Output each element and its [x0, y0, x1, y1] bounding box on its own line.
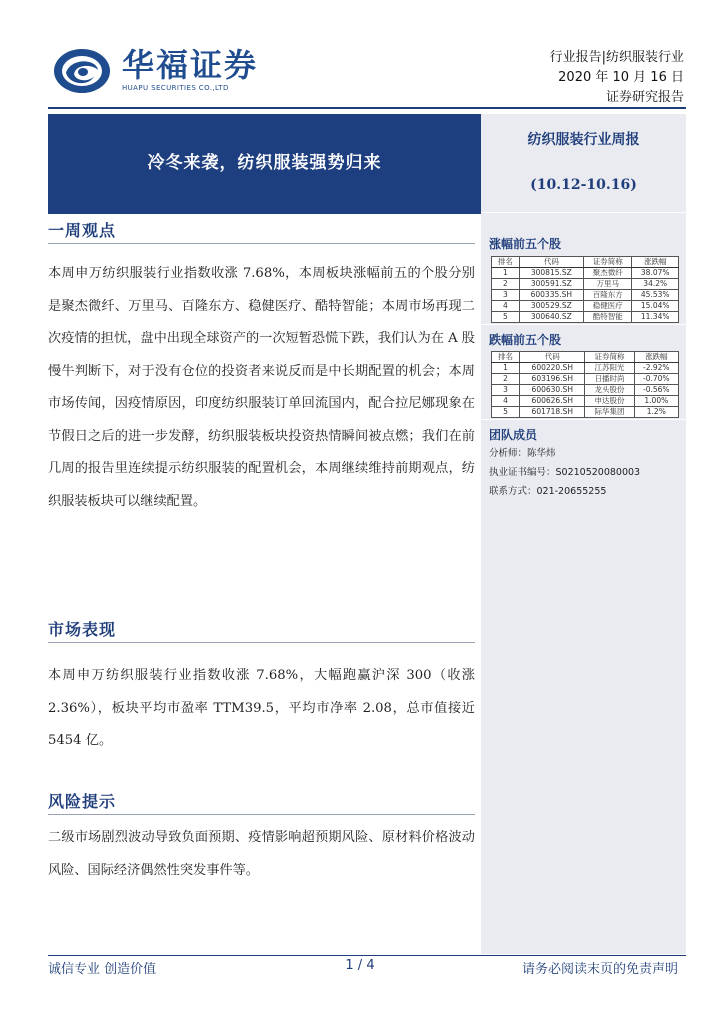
cell-rank: 3: [492, 385, 520, 396]
cell-change: 34.2%: [632, 279, 679, 290]
section-rule: [48, 642, 475, 643]
cell-name: 万里马: [583, 279, 631, 290]
report-category: 行业报告|纺织服装行业: [549, 50, 684, 65]
cell-rank: 4: [492, 301, 520, 312]
cell-change: -0.56%: [634, 385, 678, 396]
table-row: [492, 385, 679, 396]
table-header: 涨跌幅: [632, 257, 679, 268]
table-header: 证券简称: [585, 352, 634, 363]
section-title-risk: 风险提示: [48, 792, 117, 811]
cell-code: 600335.SH: [519, 290, 583, 301]
cell-name: 酷特智能: [583, 312, 631, 323]
cell-code: 600220.SH: [520, 363, 585, 374]
section-rule: [48, 243, 475, 244]
cell-rank: 5: [492, 407, 520, 418]
cell-change: -2.92%: [634, 363, 678, 374]
cell-name: 际华集团: [585, 407, 634, 418]
cell-rank: 1: [492, 268, 520, 279]
cell-rank: 4: [492, 396, 520, 407]
sidebar: [481, 114, 686, 954]
report-type: 证券研究报告: [605, 90, 684, 105]
cell-code: 600626.SH: [520, 396, 585, 407]
table-row: [492, 374, 679, 385]
table-row: [492, 396, 679, 407]
cell-rank: 1: [492, 363, 520, 374]
table-header: 排名: [492, 257, 520, 268]
logo-english-name: HUAPU SECURITIES CO.,LTD: [122, 84, 229, 92]
section-body-market: 本周申万纺织服装行业指数收涨 7.68%，大幅跑赢沪深 300（收涨 2.36%），板块平均市盈率 TTM39.5，平均市净率 2.08，总市值接近 5454 亿。: [48, 668, 475, 748]
cell-code: 300529.SZ: [519, 301, 583, 312]
table-row: [492, 407, 679, 418]
losers-table: [491, 351, 679, 418]
cell-change: 38.07%: [632, 268, 679, 279]
cell-name: 申达股份: [585, 396, 634, 407]
sidebar-title: 纺织服装行业周报: [527, 132, 640, 148]
cell-rank: 2: [492, 279, 520, 290]
footer-disclaimer: 请务必阅读末页的免责声明: [521, 962, 678, 977]
report-title: 冷冬来袭，纺织服装强势归来: [147, 153, 382, 173]
cell-code: 300591.SZ: [519, 279, 583, 290]
cell-name: 聚杰微纤: [583, 268, 631, 279]
sidebar-divider: [481, 419, 686, 420]
section-title-market: 市场表现: [48, 620, 117, 639]
report-date: 2020 年 10 月 16 日: [558, 70, 684, 85]
table-row: [492, 290, 679, 301]
team-license: 执业证书编号：S0210520080003: [489, 467, 641, 478]
table-row: [492, 312, 679, 323]
cell-change: 15.04%: [632, 301, 679, 312]
cell-name: 日播时尚: [585, 374, 634, 385]
cell-change: -0.70%: [634, 374, 678, 385]
table-row: [492, 268, 679, 279]
cell-name: 江苏阳光: [585, 363, 634, 374]
cell-code: 300815.SZ: [519, 268, 583, 279]
table-row: [492, 363, 679, 374]
header-divider: [48, 107, 686, 109]
footer-slogan: 诚信专业 创造价值: [48, 962, 157, 977]
page-number: 1 / 4: [345, 958, 375, 973]
sidebar-period: (10.12-10.16): [530, 177, 637, 193]
losers-heading: 跌幅前五个股: [489, 333, 562, 347]
logo-swirl-icon: [52, 46, 112, 96]
footer-divider: [48, 955, 686, 956]
section-body-risk: 二级市场剧烈波动导致负面预期、疫情影响超预期风险、原材料价格波动风险、国际经济偶然性突发事件等。: [48, 830, 475, 878]
cell-rank: 3: [492, 290, 520, 301]
table-header: 代码: [520, 352, 585, 363]
cell-change: 11.34%: [632, 312, 679, 323]
cell-name: 稳健医疗: [583, 301, 631, 312]
cell-change: 45.53%: [632, 290, 679, 301]
sidebar-divider: [481, 212, 686, 213]
section-title-weekly-view: 一周观点: [48, 221, 117, 240]
table-header: 代码: [519, 257, 583, 268]
section-body-weekly-view: 本周申万纺织服装行业指数收涨 7.68%，本周板块涨幅前五的个股分别是聚杰微纤、万里马、百隆东方、稳健医疗、酷特智能；本周市场再现二次疫情的担忧，盘中出现全球资产的一次短暂恐慌下跌，我们认为在 A 股慢牛判断下，对于没有仓位的投资者来说反而是中长期配置的机会；本周市场传闻，因疫情原因，印度纺织服装订单回流国内，配合拉尼娜现象在节假日之后的进一步发酵，纺织服装板块投资热情瞬间被点燃；我们在前几周的报告里连续提示纺织服装的配置机会，本周继续维持前期观点，纺织服装板块可以继续配置。: [48, 266, 475, 509]
team-contact: 联系方式：021-20655255: [489, 486, 607, 497]
company-logo: [52, 44, 262, 100]
cell-change: 1.00%: [634, 396, 678, 407]
team-heading: 团队成员: [489, 428, 538, 442]
cell-name: 龙头股份: [585, 385, 634, 396]
table-header: 证券简称: [583, 257, 631, 268]
cell-code: 603196.SH: [520, 374, 585, 385]
section-rule: [48, 814, 475, 815]
cell-name: 百隆东方: [583, 290, 631, 301]
sidebar-divider: [481, 324, 686, 325]
table-row: [492, 279, 679, 290]
cell-rank: 2: [492, 374, 520, 385]
cell-rank: 5: [492, 312, 520, 323]
title-banner: [48, 114, 481, 214]
table-header: 涨跌幅: [634, 352, 678, 363]
table-row: [492, 301, 679, 312]
cell-code: 300640.SZ: [519, 312, 583, 323]
logo-chinese-name: 华福证券: [122, 46, 259, 84]
team-analyst: 分析师：陈华炜: [489, 448, 556, 459]
cell-code: 600630.SH: [520, 385, 585, 396]
gainers-table: [491, 256, 679, 323]
table-header: 排名: [492, 352, 520, 363]
cell-change: 1.2%: [634, 407, 678, 418]
gainers-heading: 涨幅前五个股: [489, 237, 562, 251]
cell-code: 601718.SH: [520, 407, 585, 418]
